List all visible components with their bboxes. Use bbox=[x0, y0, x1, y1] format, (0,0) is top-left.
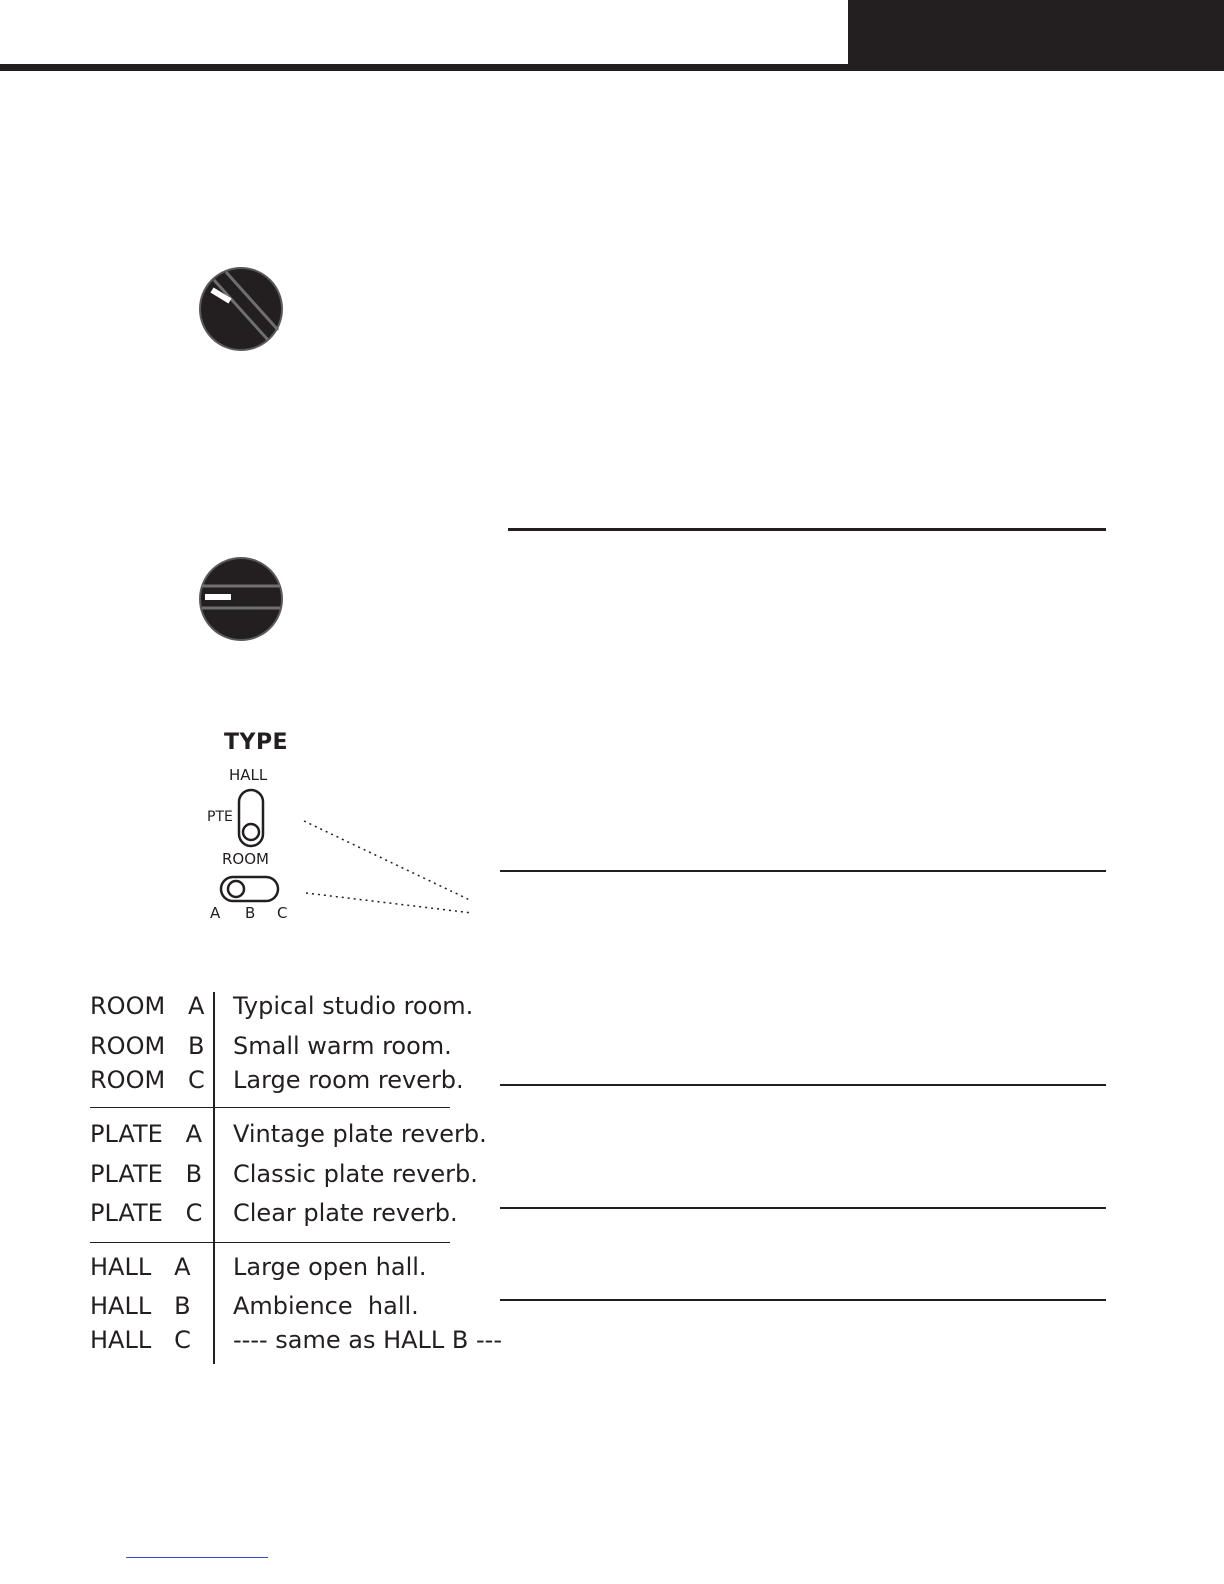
preset-name: ROOM C bbox=[90, 1066, 205, 1094]
variant-toggle-switch[interactable] bbox=[219, 874, 281, 904]
leader-lines bbox=[300, 815, 480, 920]
preset-description: Typical studio room. bbox=[233, 992, 474, 1020]
header-block bbox=[848, 0, 1224, 71]
preset-description: Large room reverb. bbox=[233, 1066, 464, 1094]
preset-description: Ambience hall. bbox=[233, 1292, 419, 1320]
preset-group-rule-2 bbox=[90, 1242, 450, 1243]
section-rule-2 bbox=[500, 870, 1106, 872]
preset-name: HALL C bbox=[90, 1326, 191, 1354]
preset-group-rule-1 bbox=[90, 1107, 450, 1108]
preset-name: PLATE B bbox=[90, 1160, 203, 1188]
preset-table-divider bbox=[213, 992, 215, 1364]
variant-label-c: C bbox=[277, 904, 288, 922]
section-rule-5 bbox=[500, 1299, 1106, 1301]
variant-label-a: A bbox=[210, 904, 221, 922]
preset-name: ROOM A bbox=[90, 992, 205, 1020]
decay-knob-icon[interactable] bbox=[198, 266, 284, 352]
room-label: ROOM bbox=[222, 850, 269, 868]
preset-description: ---- same as HALL B --- bbox=[233, 1326, 503, 1354]
type-toggle-switch[interactable] bbox=[236, 788, 266, 848]
link-underline[interactable] bbox=[126, 1557, 268, 1558]
preset-description: Vintage plate reverb. bbox=[233, 1120, 487, 1148]
pte-label: PTE bbox=[207, 809, 233, 825]
preset-description: Clear plate reverb. bbox=[233, 1199, 458, 1227]
variant-label-b: B bbox=[245, 904, 256, 922]
preset-name: PLATE A bbox=[90, 1120, 203, 1148]
preset-name: PLATE C bbox=[90, 1199, 203, 1227]
header-rule bbox=[0, 64, 848, 71]
preset-name: HALL B bbox=[90, 1292, 191, 1320]
preset-description: Small warm room. bbox=[233, 1032, 452, 1060]
hall-label: HALL bbox=[229, 766, 268, 784]
preset-description: Large open hall. bbox=[233, 1253, 427, 1281]
section-rule-4 bbox=[500, 1207, 1106, 1209]
type-label: TYPE bbox=[224, 730, 289, 755]
preset-name: ROOM B bbox=[90, 1032, 205, 1060]
preset-description: Classic plate reverb. bbox=[233, 1160, 478, 1188]
predelay-knob-icon[interactable] bbox=[198, 556, 284, 642]
preset-name: HALL A bbox=[90, 1253, 191, 1281]
section-rule-3 bbox=[500, 1084, 1106, 1086]
section-rule-1 bbox=[508, 528, 1106, 531]
